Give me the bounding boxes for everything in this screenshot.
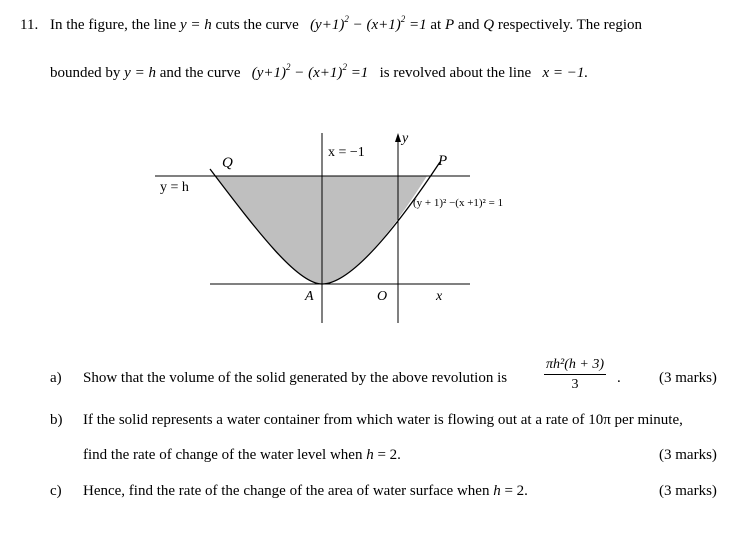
q-line1-text-e: respectively. The region: [497, 17, 643, 33]
label-x-axis: x: [436, 289, 443, 304]
part-b-text-line1: If the solid represents a water container from which water is flowing out at a rate of 10π per minute,: [83, 412, 683, 428]
label-x-eq-minus-1: x = −1: [328, 145, 365, 160]
q-point-q: Q: [483, 17, 495, 33]
q-line2-text-b: and the curve: [159, 65, 241, 81]
q-line1-eq: y = h: [179, 17, 212, 33]
q-curve-eq-1: $(y+1)^2 - (x+1)^2 =1$: [310, 14, 427, 33]
q-curve-eq-2: $(y+1)^2 - (x+1)^2 =1$: [251, 62, 369, 81]
part-a-period: .: [617, 370, 621, 386]
label-origin-o: O: [377, 289, 388, 304]
label-point-p: P: [438, 153, 448, 169]
part-a-letter: a): [50, 370, 62, 386]
label-y-axis: y: [402, 131, 409, 146]
question-number: 11.: [20, 17, 39, 33]
q-line2-text-a: bounded by: [50, 65, 121, 81]
q-line2-text-c: is revolved about the line: [379, 65, 532, 81]
q-axis-line-eq: x = −1.: [542, 65, 589, 81]
part-c-marks: (3 marks): [659, 483, 717, 499]
y-axis-arrow: [395, 133, 401, 142]
q-line1-text-c: at: [430, 17, 442, 33]
q-line2-eq: y = h: [124, 65, 156, 81]
part-a-marks: (3 marks): [659, 370, 717, 386]
q-line1-text-a: In the figure, the line: [50, 17, 177, 33]
part-b-text-line2: find the rate of change of the water level when h = 2.: [83, 447, 401, 463]
part-a-fraction: [544, 357, 606, 393]
part-c-text: Hence, find the rate of the change of the area of water surface when h = 2.: [83, 483, 528, 499]
label-point-a: A: [305, 289, 314, 304]
part-b-letter: b): [50, 412, 63, 428]
part-a-text: Show that the volume of the solid generated by the above revolution is: [83, 370, 508, 386]
label-curve-eq: (y + 1)² −(x +1)² = 1: [413, 197, 504, 209]
label-y-eq-h: y = h: [160, 180, 189, 195]
q-line1-text-d: and: [457, 17, 480, 33]
q-point-p: P: [444, 17, 455, 33]
fraction-denominator: 3: [571, 377, 579, 392]
q-line1-text-b: cuts the curve: [215, 17, 299, 33]
part-c-letter: c): [50, 483, 62, 499]
part-b-marks: (3 marks): [659, 447, 717, 463]
label-point-q: Q: [222, 155, 233, 171]
fraction-numerator: πh²(h + 3): [544, 357, 606, 375]
